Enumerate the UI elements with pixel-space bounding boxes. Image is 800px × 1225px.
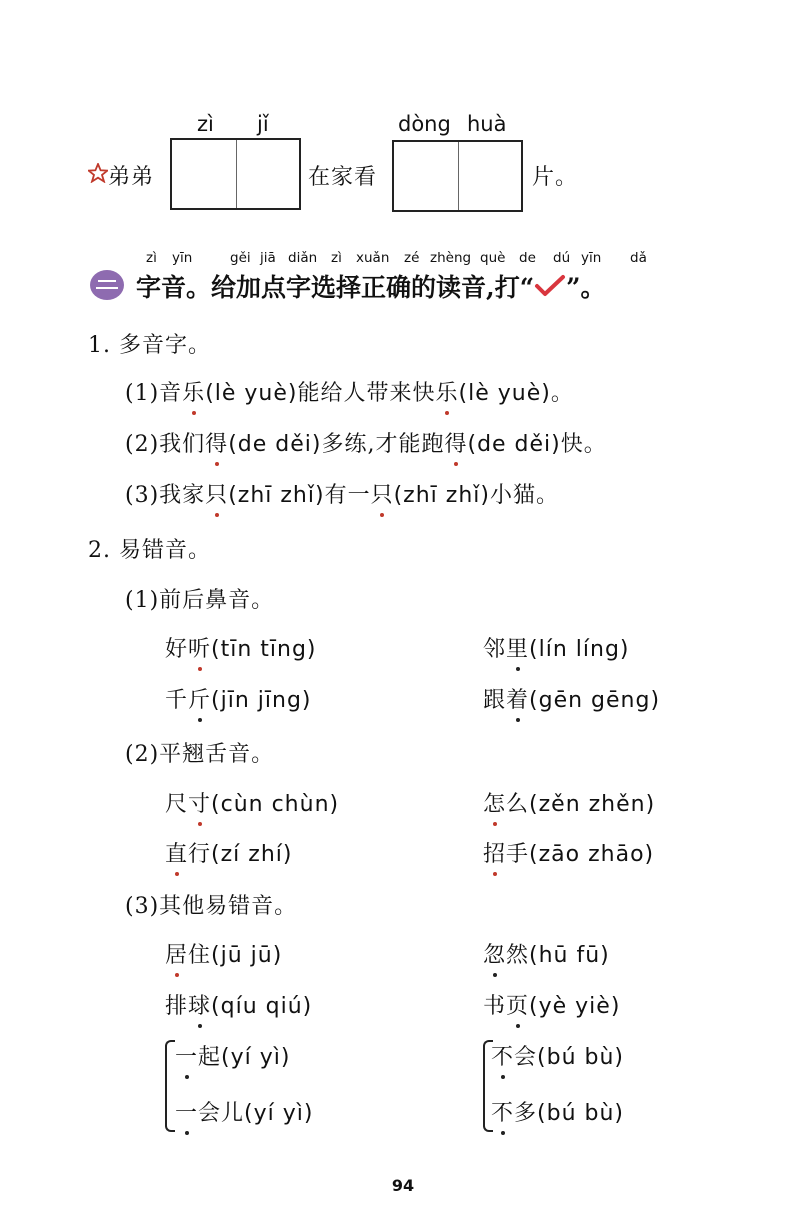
sentence-part2: 在家看 <box>308 165 378 190</box>
header-pinyin: zé <box>404 250 420 266</box>
header-pinyin: dǎ <box>630 250 647 266</box>
header-pinyin: dú <box>553 250 571 266</box>
pinyin-options[interactable]: (zí zhí) <box>211 842 293 867</box>
pinyin-options[interactable]: (lè yuè) <box>458 381 551 406</box>
marked-char: 招 <box>483 842 507 867</box>
pinyin-options[interactable]: (de děi) <box>228 432 322 457</box>
pinyin-options[interactable]: (zěn zhěn) <box>529 792 656 817</box>
sentence-part1: 弟弟 <box>108 165 155 190</box>
pinyin-options[interactable]: (tīn tīng) <box>211 637 317 662</box>
pinyin-options[interactable]: (jū jū) <box>211 943 283 968</box>
marked-char: 一 <box>175 1101 199 1126</box>
header-pinyin: què <box>480 250 506 266</box>
q2-sub1-item: 好听(tīn tīng) <box>165 637 317 662</box>
marked-char: 直 <box>165 842 189 867</box>
pinyin-options[interactable]: (zhī zhǐ) <box>393 483 490 508</box>
q2-sub3-item: 一会儿(yí yì) <box>175 1101 314 1126</box>
marked-char: 听 <box>188 637 212 662</box>
q2-sub3-item: 排球(qíu qiú) <box>165 994 313 1019</box>
q1-item-1: (1)音乐(lè yuè)能给人带来快乐(lè yuè)。 <box>125 381 574 406</box>
pinyin-options[interactable]: (zāo zhāo) <box>529 842 655 867</box>
pinyin-ji: jǐ <box>257 112 269 136</box>
left-brace <box>165 1040 175 1132</box>
section-number-badge <box>90 270 124 300</box>
pinyin-options[interactable]: (bú bù) <box>537 1045 625 1070</box>
pinyin-options[interactable]: (yí yì) <box>244 1101 314 1126</box>
q2-sub3-item: 不多(bú bù) <box>491 1101 625 1126</box>
q2-sub2-item: 尺寸(cùn chùn) <box>165 792 340 817</box>
q2-sub3-title: (3)其他易错音。 <box>125 894 298 919</box>
pinyin-options[interactable]: (qíu qiú) <box>211 994 313 1019</box>
marked-char: 只 <box>205 483 229 508</box>
marked-char: 乐 <box>182 381 206 406</box>
pinyin-options[interactable]: (de děi) <box>467 432 561 457</box>
pinyin-options[interactable]: (gēn gēng) <box>529 688 661 713</box>
header-pinyin: de <box>519 250 536 266</box>
marked-char: 乐 <box>435 381 459 406</box>
marked-char: 里 <box>506 637 530 662</box>
marked-char: 着 <box>506 688 530 713</box>
pinyin-hua: huà <box>467 112 507 136</box>
q2-sub3-item: 不会(bú bù) <box>491 1045 625 1070</box>
marked-char: 斤 <box>188 688 212 713</box>
marked-char: 得 <box>444 432 468 457</box>
pinyin-options[interactable]: (cùn chùn) <box>211 792 340 817</box>
q2-sub2-item: 招手(zāo zhāo) <box>483 842 655 867</box>
header-pinyin: zì <box>331 250 342 266</box>
pinyin-options[interactable]: (zhī zhǐ) <box>228 483 325 508</box>
marked-char: 怎 <box>483 792 507 817</box>
pinyin-zi: zì <box>197 112 214 136</box>
q2-sub1-item: 千斤(jīn jīng) <box>165 688 312 713</box>
marked-char: 球 <box>188 994 212 1019</box>
q2-sub3-item: 忽然(hū fū) <box>483 943 610 968</box>
answer-box-donghua[interactable] <box>392 140 523 212</box>
pinyin-options[interactable]: (bú bù) <box>537 1101 625 1126</box>
pinyin-dong: dòng <box>398 112 451 136</box>
header-pinyin: xuǎn <box>356 250 390 266</box>
header-pinyin: jiā <box>260 250 276 266</box>
pinyin-options[interactable]: (lín líng) <box>529 637 630 662</box>
q2-sub3-item: 书页(yè yiè) <box>483 994 621 1019</box>
header-pinyin: diǎn <box>288 250 318 266</box>
header-pinyin: gěi <box>230 250 251 266</box>
q1-item-2: (2)我们得(de děi)多练,才能跑得(de děi)快。 <box>125 432 607 457</box>
pinyin-options[interactable]: (hū fū) <box>529 943 610 968</box>
marked-char: 寸 <box>188 792 212 817</box>
star-icon <box>88 163 108 183</box>
marked-char: 只 <box>370 483 394 508</box>
answer-box-ziji[interactable] <box>170 138 301 210</box>
marked-char: 忽 <box>483 943 507 968</box>
check-icon <box>534 274 566 298</box>
section-title: 字音。给加点字选择正确的读音,打“ ”。 <box>136 273 606 302</box>
marked-char: 一 <box>175 1045 199 1070</box>
q2-sub2-item: 直行(zí zhí) <box>165 842 293 867</box>
page-number: 94 <box>391 1176 415 1195</box>
marked-char: 不 <box>491 1045 515 1070</box>
q2-sub1-item: 跟着(gēn gēng) <box>483 688 661 713</box>
pinyin-options[interactable]: (yí yì) <box>221 1045 291 1070</box>
header-pinyin: yīn <box>172 250 193 266</box>
header-pinyin: zì <box>146 250 157 266</box>
q2-heading: 2. 易错音。 <box>88 538 211 563</box>
pinyin-options[interactable]: (yè yiè) <box>529 994 621 1019</box>
q2-sub1-item: 邻里(lín líng) <box>483 637 630 662</box>
q2-sub1-title: (1)前后鼻音。 <box>125 588 275 613</box>
q1-heading: 1. 多音字。 <box>88 333 211 358</box>
pinyin-options[interactable]: (jīn jīng) <box>211 688 312 713</box>
q2-sub2-title: (2)平翘舌音。 <box>125 742 275 767</box>
pinyin-options[interactable]: (lè yuè) <box>205 381 298 406</box>
q2-sub2-item: 怎么(zěn zhěn) <box>483 792 656 817</box>
q1-item-3: (3)我家只(zhī zhǐ)有一只(zhī zhǐ)小猫。 <box>125 483 559 508</box>
sentence-part3: 片。 <box>532 165 579 190</box>
marked-char: 页 <box>506 994 530 1019</box>
marked-char: 居 <box>165 943 189 968</box>
q2-sub3-item: 居住(jū jū) <box>165 943 283 968</box>
marked-char: 得 <box>205 432 229 457</box>
q2-sub3-item: 一起(yí yì) <box>175 1045 291 1070</box>
marked-char: 不 <box>491 1101 515 1126</box>
header-pinyin: zhèng <box>430 250 472 266</box>
header-pinyin: yīn <box>581 250 602 266</box>
